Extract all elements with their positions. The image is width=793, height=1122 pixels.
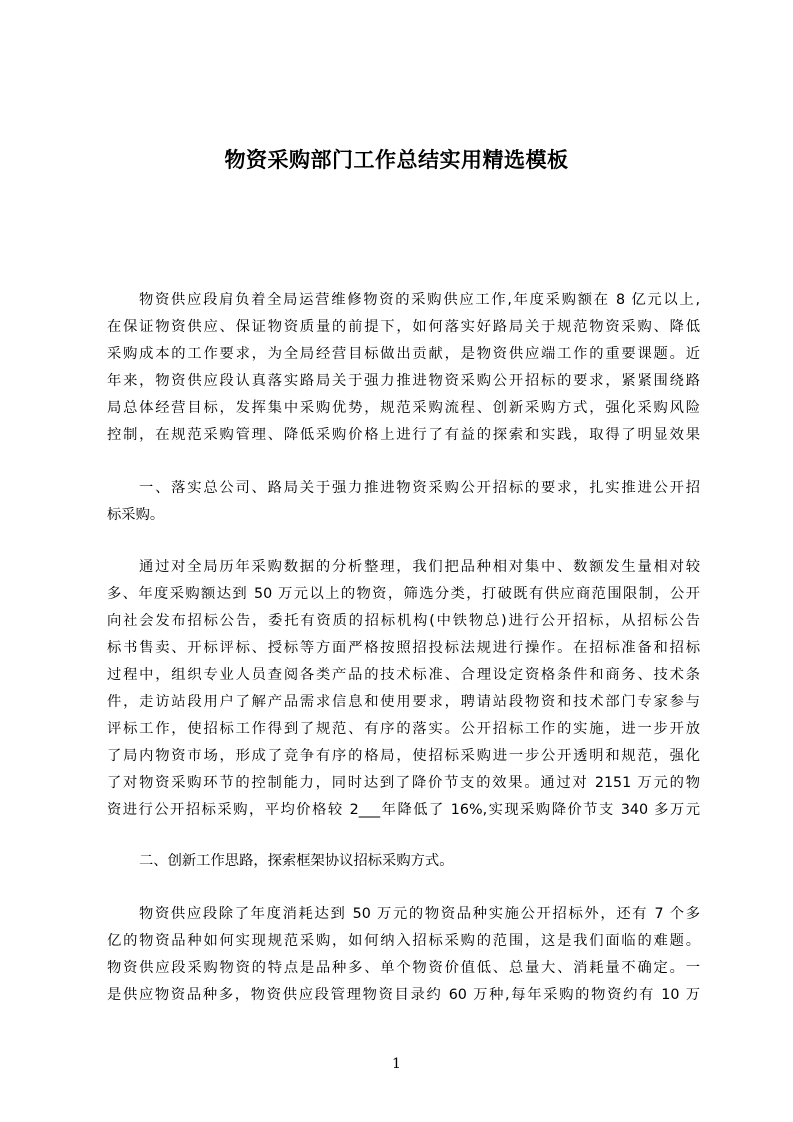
paragraph-line: 物资供应段肩负着全局运营维修物资的采购供应工作,年度采购额在 8 亿元以上, (139, 292, 700, 308)
paragraph-line: 过程中，组织专业人员查阅各类产品的技术标准、合理设定资格条件和商务、技术条 (107, 667, 700, 683)
paragraph-line: 了局内物资市场，形成了竞争有序的格局，使招标采购进一步公开透明和规范，强化 (107, 748, 700, 764)
section-heading-line: 一、落实总公司、路局关于强力推进物资采购公开招标的要求，扎实推进公开招 (139, 480, 700, 496)
paragraph-line: 年来，物资供应段认真落实路局关于强力推进物资采购公开招标的要求，紧紧围绕路 (107, 373, 700, 389)
paragraph-line: 资进行公开招标采购，平均价格较 2___年降低了 16%,实现采购降价节支 340 多万元 (107, 802, 700, 818)
paragraph-line: 了对物资采购环节的控制能力，同时达到了降价节支的效果。通过对 2151 万元的物 (107, 775, 700, 791)
paragraph-line: 采购成本的工作要求，为全局经营目标做出贡献，是物资供应端工作的重要课题。近 (107, 346, 700, 362)
paragraph-line: 物资供应段除了年度消耗达到 50 万元的物资品种实施公开招标外，还有 7 个多 (139, 906, 700, 922)
paragraph-line: 物资供应段采购物资的特点是品种多、单个物资价值低、总量大、消耗量不确定。一 (107, 960, 700, 976)
page-number: 1 (392, 1056, 401, 1072)
section-heading-line: 标采购。 (107, 507, 165, 523)
paragraph-line: 评标工作，使招标工作得到了规范、有序的落实。公开招标工作的实施，进一步开放 (107, 721, 700, 737)
paragraph-line: 控制，在规范采购管理、降低采购价格上进行了有益的探索和实践，取得了明显效果 (107, 427, 700, 443)
paragraph-line: 件，走访站段用户了解产品需求信息和使用要求，聘请站段物资和技术部门专家参与 (107, 694, 700, 710)
paragraph-line: 是供应物资品种多，物资供应段管理物资目录约 60 万种,每年采购的物资约有 10 万 (107, 987, 700, 1003)
paragraph-line: 亿的物资品种如何实现规范采购，如何纳入招标采购的范围，这是我们面临的难题。 (107, 933, 700, 949)
paragraph-line: 标书售卖、开标评标、授标等方面严格按照招投标法规进行操作。在招标准备和招标 (107, 640, 700, 656)
paragraph-line: 向社会发布招标公告，委托有资质的招标机构(中铁物总)进行公开招标，从招标公告 (107, 613, 700, 629)
paragraph-line: 局总体经营目标，发挥集中采购优势，规范采购流程、创新采购方式，强化采购风险 (107, 400, 700, 416)
paragraph-line: 在保证物资供应、保证物资质量的前提下，如何落实好路局关于规范物资采购、降低 (107, 319, 700, 335)
paragraph-line: 通过对全局历年采购数据的分析整理，我们把品种相对集中、数额发生量相对较 (139, 559, 700, 575)
section-heading-line: 二、创新工作思路，探索框架协议招标采购方式。 (139, 853, 454, 869)
paragraph-line: 多、年度采购额达到 50 万元以上的物资，筛选分类，打破既有供应商范围限制，公开 (107, 586, 700, 602)
document-title: 物资采购部门工作总结实用精选模板 (224, 148, 569, 172)
